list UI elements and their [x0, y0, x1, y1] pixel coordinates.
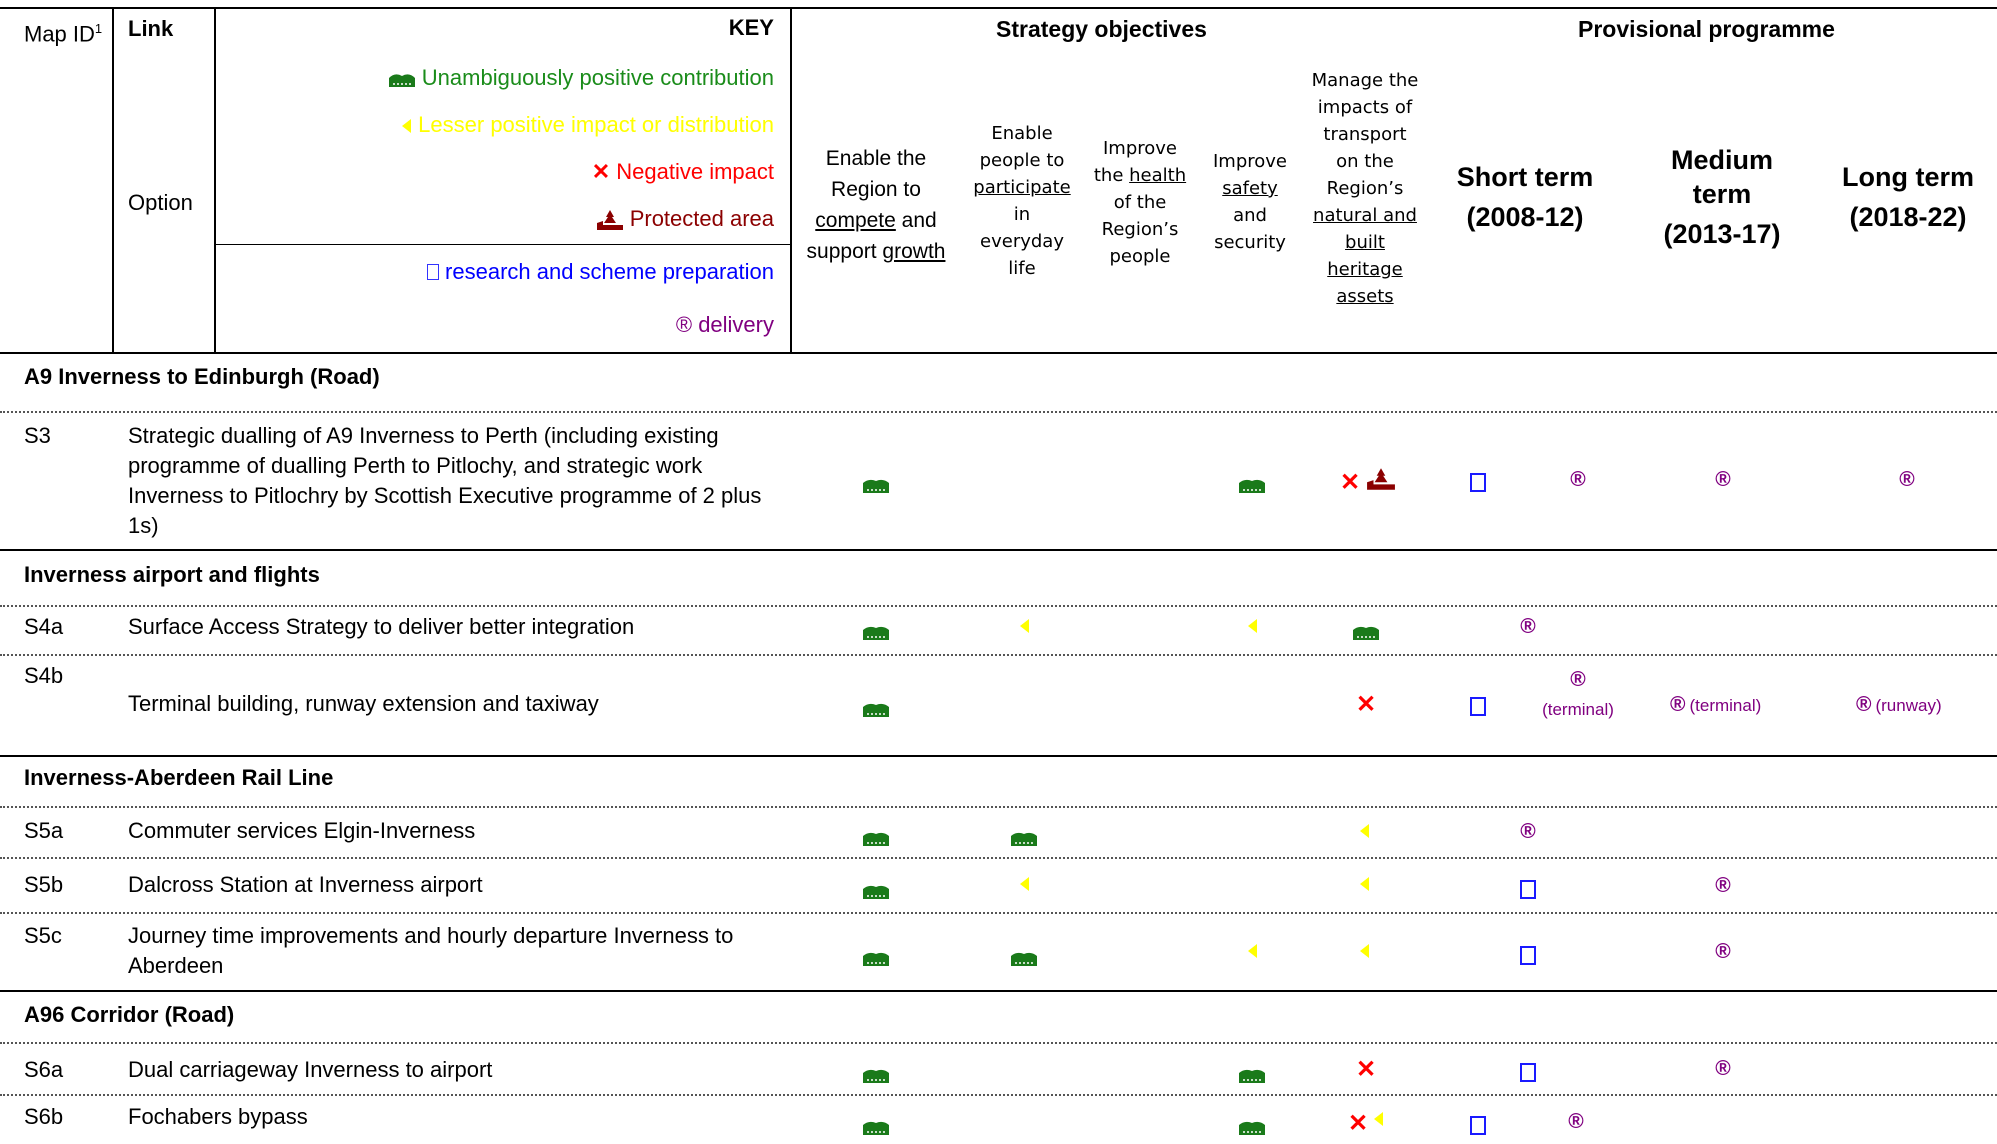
row-id-s5c: S5c — [24, 923, 62, 948]
objective-compete-u1: compete — [815, 209, 896, 232]
section-a96: A96 Corridor (Road) — [24, 1002, 235, 1027]
row-text-s5c: Journey time improvements and hourly departure Inverness to Aberdeen — [128, 923, 734, 978]
objective-participate — [972, 120, 1072, 282]
delivery-icon: ® — [1670, 693, 1686, 716]
objective-safety-pre: Improve — [1212, 151, 1287, 172]
row-id-s5a: S5a — [24, 818, 64, 843]
lesser-impact-icon — [1018, 617, 1030, 640]
row-divider — [0, 654, 1997, 656]
delivery-note-medium: (terminal) — [1689, 696, 1762, 715]
delivery-note-long: (runway) — [1875, 696, 1942, 715]
col-rule-2 — [214, 7, 216, 353]
row-divider — [0, 912, 1997, 914]
row-text-s4b: Terminal building, runway extension and taxiway — [128, 691, 599, 716]
row-id-s3: S3 — [24, 423, 51, 448]
key-panel — [230, 15, 774, 345]
objective-health — [1092, 135, 1188, 270]
key-research — [427, 259, 774, 285]
term-medium-name: Medium term — [1670, 145, 1773, 209]
positive-contribution-icon — [1010, 829, 1038, 852]
lesser-impact-icon — [400, 118, 412, 134]
key-research-label: research and scheme preparation — [445, 259, 774, 284]
col-rule-3 — [790, 7, 792, 353]
strategy-objectives-label: Strategy objectives — [996, 16, 1207, 42]
objective-compete — [796, 143, 956, 267]
row-id-s5b: S5b — [24, 872, 64, 897]
protected-area-icon — [596, 209, 624, 231]
key-positive — [388, 65, 774, 91]
key-negative-label: Negative impact — [616, 159, 774, 184]
delivery-icon: ® — [1570, 668, 1586, 691]
section-rule — [0, 990, 1997, 992]
protected-area-icon — [1366, 466, 1396, 497]
delivery-icon: ® — [1715, 874, 1731, 897]
objective-heritage-pre: Manage the impacts of transport on the Region’s — [1311, 70, 1419, 199]
row-id-s4b: S4b — [24, 663, 64, 688]
objective-heritage — [1310, 67, 1420, 310]
key-delivery — [676, 312, 774, 338]
negative-impact-icon: ✕ — [1356, 1056, 1377, 1083]
positive-contribution-icon — [862, 476, 890, 499]
positive-contribution-icon — [862, 700, 890, 723]
objective-compete-u2: growth — [882, 240, 946, 263]
positive-contribution-icon — [862, 623, 890, 646]
term-long-years: (2018-22) — [1849, 202, 1967, 232]
delivery-note-short: (terminal) — [1542, 700, 1614, 719]
term-short — [1420, 160, 1630, 234]
objective-participate-u: participate — [973, 177, 1071, 198]
row-text-s4a: Surface Access Strategy to deliver better integration — [128, 614, 635, 639]
row-divider — [0, 1042, 1997, 1044]
key-lesser-label: Lesser positive impact or distribution — [418, 112, 774, 137]
objective-health-u: health — [1129, 165, 1187, 186]
link-header: Link — [128, 16, 174, 41]
positive-contribution-icon — [862, 949, 890, 972]
negative-impact-icon: ✕ — [1356, 691, 1377, 718]
positive-contribution-icon — [1352, 623, 1380, 646]
term-short-years: (2008-12) — [1466, 202, 1584, 232]
objective-participate-post: in everyday life — [980, 204, 1064, 279]
lesser-impact-icon — [1358, 942, 1370, 965]
row-divider — [0, 1094, 1997, 1096]
map-id-footnote: 1 — [94, 21, 103, 36]
row-divider — [0, 605, 1997, 607]
row-id-s6a: S6a — [24, 1057, 64, 1082]
lesser-impact-icon — [1018, 875, 1030, 898]
term-medium — [1622, 143, 1822, 251]
positive-contribution-icon — [1238, 1066, 1266, 1089]
row-text-s6a: Dual carriageway Inverness to airport — [128, 1057, 493, 1082]
positive-contribution-icon — [388, 70, 416, 88]
research-icon — [1470, 697, 1486, 716]
key-title: KEY — [728, 15, 774, 40]
section-a9: A9 Inverness to Edinburgh (Road) — [24, 364, 380, 389]
objective-safety — [1206, 148, 1294, 256]
term-long-name: Long term — [1842, 162, 1974, 192]
delivery-long — [1856, 693, 1942, 717]
delivery-icon: ® — [1715, 940, 1731, 963]
lesser-impact-icon — [1246, 617, 1258, 640]
row-text-s6b: Fochabers bypass — [128, 1104, 308, 1129]
lesser-impact-icon — [1372, 1110, 1384, 1133]
research-icon — [427, 264, 439, 280]
key-lesser — [400, 112, 774, 138]
top-rule — [0, 7, 1997, 9]
negative-impact-icon: ✕ — [591, 159, 611, 184]
section-rule — [0, 549, 1997, 551]
row-id-s4a: S4a — [24, 614, 64, 639]
positive-contribution-icon — [862, 829, 890, 852]
header-bottom-rule — [0, 352, 1997, 354]
key-negative — [592, 159, 774, 185]
row-text-s5b: Dalcross Station at Inverness airport — [128, 872, 483, 897]
objective-health-pre: Improve the — [1093, 138, 1177, 186]
term-long — [1808, 160, 1997, 234]
negative-impact-icon: ✕ — [1340, 469, 1361, 496]
delivery-icon: ® — [1856, 693, 1872, 716]
negative-impact-icon: ✕ — [1348, 1110, 1369, 1137]
delivery-icon: ® — [1570, 468, 1586, 491]
row-id-s6b: S6b — [24, 1104, 64, 1129]
row-text-s3: Strategic dualling of A9 Inverness to Perth (including existing programme of dualling Perth to Pitlochy, and strategic work Inverness to Pitlochry by Scottish Executive programme of 2 plus 1s) — [128, 423, 762, 538]
lesser-impact-icon — [1358, 875, 1370, 898]
key-delivery-label: delivery — [698, 312, 774, 337]
term-medium-years: (2013-17) — [1663, 219, 1781, 249]
research-icon — [1470, 1116, 1486, 1135]
delivery-icon: ® — [1715, 468, 1731, 491]
research-icon — [1470, 473, 1486, 492]
key-protected-label: Protected area — [629, 206, 774, 231]
objective-compete-pre: Enable the Region to — [825, 147, 927, 201]
term-short-name: Short term — [1456, 162, 1594, 192]
section-rule — [0, 755, 1997, 757]
objective-participate-pre: Enable people to — [979, 123, 1065, 171]
positive-contribution-icon — [862, 882, 890, 905]
delivery-icon: ® — [1899, 468, 1915, 491]
objective-compete-mid: and support — [806, 209, 937, 263]
provisional-programme-header: Provisional programme — [1578, 16, 1835, 42]
objective-health-post: of the Region’s people — [1101, 192, 1179, 267]
row-text-s5a: Commuter services Elgin-Inverness — [128, 818, 476, 843]
row-divider — [0, 411, 1997, 413]
lesser-impact-icon — [1246, 942, 1258, 965]
key-protected — [596, 206, 774, 232]
research-icon — [1520, 880, 1536, 899]
section-rail: Inverness-Aberdeen Rail Line — [24, 765, 334, 790]
delivery-icon: ® — [1520, 820, 1536, 843]
positive-contribution-icon — [1238, 1118, 1266, 1141]
positive-contribution-icon — [862, 1066, 890, 1089]
option-header: Option — [128, 190, 193, 215]
positive-contribution-icon — [1238, 476, 1266, 499]
objective-safety-u: safety — [1222, 178, 1278, 199]
research-icon — [1520, 1063, 1536, 1082]
delivery-icon: ® — [1520, 615, 1536, 638]
map-id-label: Map ID — [24, 21, 95, 47]
delivery-icon: ® — [1568, 1110, 1584, 1133]
delivery-icon: ® — [675, 312, 693, 337]
positive-contribution-icon — [862, 1118, 890, 1141]
delivery-icon: ® — [1715, 1057, 1731, 1080]
map-id-header — [24, 16, 102, 47]
delivery-medium — [1670, 693, 1761, 717]
key-positive-label: Unambiguously positive contribution — [421, 65, 774, 90]
objective-heritage-u: natural and built heritage assets — [1313, 205, 1417, 307]
section-airport: Inverness airport and flights — [24, 562, 320, 587]
lesser-impact-icon — [1358, 822, 1370, 845]
research-icon — [1520, 946, 1536, 965]
positive-contribution-icon — [1010, 949, 1038, 972]
row-divider — [0, 857, 1997, 859]
objective-safety-post: and security — [1214, 205, 1286, 253]
col-rule-1 — [112, 7, 114, 353]
row-divider — [0, 806, 1997, 808]
